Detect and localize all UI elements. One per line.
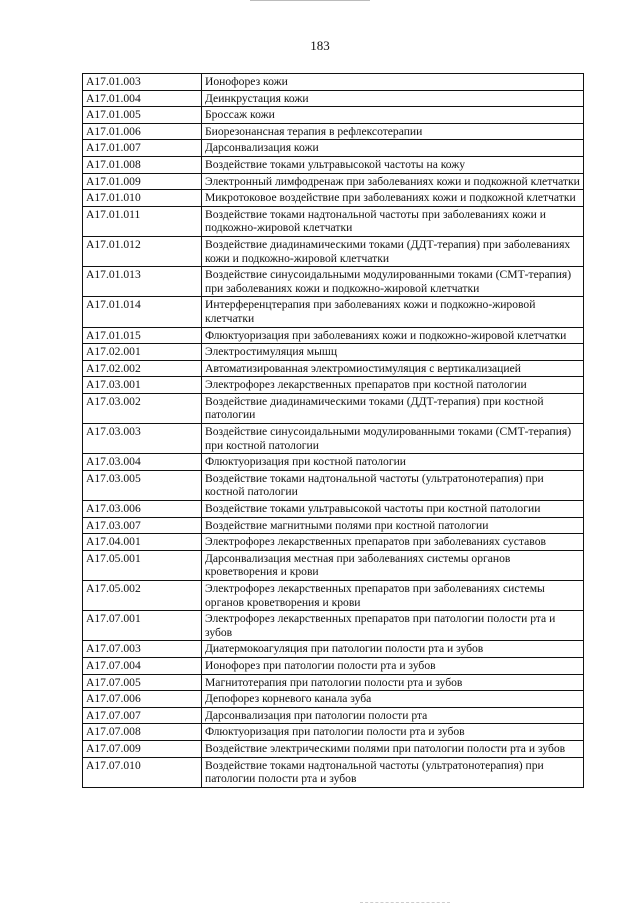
- service-name-cell: Электрофорез лекарственных препаратов при заболеваниях системы органов кроветворения и крови: [202, 581, 584, 611]
- service-code-cell: A17.07.007: [83, 707, 202, 724]
- service-code-cell: A17.07.010: [83, 757, 202, 787]
- service-code-cell: A17.01.011: [83, 206, 202, 236]
- service-name-cell: Депофорез корневого канала зуба: [202, 691, 584, 708]
- table-row: [83, 674, 584, 691]
- service-code-cell: A17.01.012: [83, 236, 202, 266]
- table-row: [83, 581, 584, 611]
- table-row: [83, 611, 584, 641]
- service-name-cell: Флюктуоризация при костной патологии: [202, 454, 584, 471]
- table-row: [83, 107, 584, 124]
- service-name-cell: Электростимуляция мышц: [202, 344, 584, 361]
- table-row: [83, 74, 584, 91]
- service-code-cell: A17.07.005: [83, 674, 202, 691]
- service-name-cell: Воздействие синусоидальными модулированными токами (СМТ-терапия) при костной патологии: [202, 424, 584, 454]
- table-row: [83, 454, 584, 471]
- service-code-cell: A17.07.006: [83, 691, 202, 708]
- service-name-cell: Флюктуоризация при заболеваниях кожи и подкожно-жировой клетчатки: [202, 327, 584, 344]
- service-name-cell: Магнитотерапия при патологии полости рта и зубов: [202, 674, 584, 691]
- service-name-cell: Воздействие токами надтональной частоты (ультратонотерапия) при патологии полости рта и зубов: [202, 757, 584, 787]
- table-row: [83, 360, 584, 377]
- table-row: [83, 470, 584, 500]
- scan-edge-mark: [250, 0, 370, 1]
- service-name-cell: Электрофорез лекарственных препаратов при патологии полости рта и зубов: [202, 611, 584, 641]
- service-code-cell: A17.01.009: [83, 173, 202, 190]
- service-name-cell: Ионофорез кожи: [202, 74, 584, 91]
- table-row: [83, 534, 584, 551]
- table-row: [83, 757, 584, 787]
- table-row: [83, 236, 584, 266]
- table-row: [83, 517, 584, 534]
- service-name-cell: Автоматизированная электромиостимуляция с вертикализацией: [202, 360, 584, 377]
- service-name-cell: Электрофорез лекарственных препаратов при заболеваниях суставов: [202, 534, 584, 551]
- table-row: [83, 377, 584, 394]
- service-code-cell: A17.05.001: [83, 550, 202, 580]
- service-name-cell: Электронный лимфодренаж при заболеваниях кожи и подкожной клетчатки: [202, 173, 584, 190]
- scan-bottom-mark: [360, 902, 450, 903]
- service-code-cell: A17.01.008: [83, 156, 202, 173]
- service-code-cell: A17.03.006: [83, 501, 202, 518]
- service-name-cell: Воздействие диадинамическими токами (ДДТ-терапия) при заболеваниях кожи и подкожно-жировой клетчатки: [202, 236, 584, 266]
- service-code-cell: A17.01.013: [83, 267, 202, 297]
- service-name-cell: Электрофорез лекарственных препаратов при костной патологии: [202, 377, 584, 394]
- table-row: [83, 657, 584, 674]
- service-code-cell: A17.07.001: [83, 611, 202, 641]
- service-code-cell: A17.01.007: [83, 140, 202, 157]
- table-row: [83, 297, 584, 327]
- service-name-cell: Воздействие диадинамическими токами (ДДТ-терапия) при костной патологии: [202, 393, 584, 423]
- service-code-cell: A17.03.002: [83, 393, 202, 423]
- service-code-cell: A17.01.010: [83, 190, 202, 207]
- table-row: [83, 173, 584, 190]
- table-row: [83, 550, 584, 580]
- service-code-cell: A17.01.003: [83, 74, 202, 91]
- service-name-cell: Дарсонвализация кожи: [202, 140, 584, 157]
- service-code-cell: A17.07.009: [83, 740, 202, 757]
- service-name-cell: Флюктуоризация при патологии полости рта и зубов: [202, 724, 584, 741]
- service-code-cell: A17.01.004: [83, 90, 202, 107]
- service-code-cell: A17.03.005: [83, 470, 202, 500]
- service-name-cell: Ионофорез при патологии полости рта и зубов: [202, 657, 584, 674]
- table-row: [83, 393, 584, 423]
- service-code-cell: A17.03.007: [83, 517, 202, 534]
- table-row: [83, 267, 584, 297]
- service-name-cell: Биорезонансная терапия в рефлексотерапии: [202, 123, 584, 140]
- service-code-cell: A17.04.001: [83, 534, 202, 551]
- service-code-cell: A17.03.004: [83, 454, 202, 471]
- service-name-cell: Воздействие электрическими полями при патологии полости рта и зубов: [202, 740, 584, 757]
- service-code-cell: A17.02.001: [83, 344, 202, 361]
- service-name-cell: Воздействие токами надтональной частоты при заболеваниях кожи и подкожно-жировой клетчатки: [202, 206, 584, 236]
- page-number: 183: [310, 38, 330, 53]
- table-row: [83, 190, 584, 207]
- table-row: [83, 206, 584, 236]
- service-code-cell: A17.03.001: [83, 377, 202, 394]
- service-code-cell: A17.01.015: [83, 327, 202, 344]
- table-row: [83, 156, 584, 173]
- service-name-cell: Воздействие синусоидальными модулированными токами (СМТ-терапия) при заболеваниях кожи и подкожно-жировой клетчатки: [202, 267, 584, 297]
- service-name-cell: Микротоковое воздействие при заболеваниях кожи и подкожной клетчатки: [202, 190, 584, 207]
- table-row: [83, 707, 584, 724]
- service-name-cell: Воздействие токами надтональной частоты (ультратонотерапия) при костной патологии: [202, 470, 584, 500]
- table-row: [83, 140, 584, 157]
- service-name-cell: Воздействие токами ультравысокой частоты при костной патологии: [202, 501, 584, 518]
- service-code-cell: A17.03.003: [83, 424, 202, 454]
- table-row: [83, 501, 584, 518]
- table-row: [83, 691, 584, 708]
- table-row: [83, 123, 584, 140]
- table-row: [83, 344, 584, 361]
- table-row: [83, 641, 584, 658]
- service-code-cell: A17.01.006: [83, 123, 202, 140]
- service-code-cell: A17.07.003: [83, 641, 202, 658]
- service-name-cell: Дарсонвализация при патологии полости рта: [202, 707, 584, 724]
- service-code-cell: A17.07.004: [83, 657, 202, 674]
- service-name-cell: Броссаж кожи: [202, 107, 584, 124]
- service-name-cell: Диатермокоагуляция при патологии полости рта и зубов: [202, 641, 584, 658]
- service-name-cell: Дарсонвализация местная при заболеваниях системы органов кроветворения и крови: [202, 550, 584, 580]
- table-row: [83, 90, 584, 107]
- service-name-cell: Воздействие токами ультравысокой частоты на кожу: [202, 156, 584, 173]
- service-code-cell: A17.05.002: [83, 581, 202, 611]
- service-code-cell: A17.01.014: [83, 297, 202, 327]
- table-row: [83, 327, 584, 344]
- table-row: [83, 424, 584, 454]
- table-body: [83, 74, 584, 788]
- service-code-cell: A17.01.005: [83, 107, 202, 124]
- service-code-cell: A17.02.002: [83, 360, 202, 377]
- service-name-cell: Деинкрустация кожи: [202, 90, 584, 107]
- service-code-cell: A17.07.008: [83, 724, 202, 741]
- table-row: [83, 740, 584, 757]
- service-name-cell: Воздействие магнитными полями при костной патологии: [202, 517, 584, 534]
- service-codes-table: [82, 73, 584, 788]
- service-name-cell: Интерференцтерапия при заболеваниях кожи и подкожно-жировой клетчатки: [202, 297, 584, 327]
- table-row: [83, 724, 584, 741]
